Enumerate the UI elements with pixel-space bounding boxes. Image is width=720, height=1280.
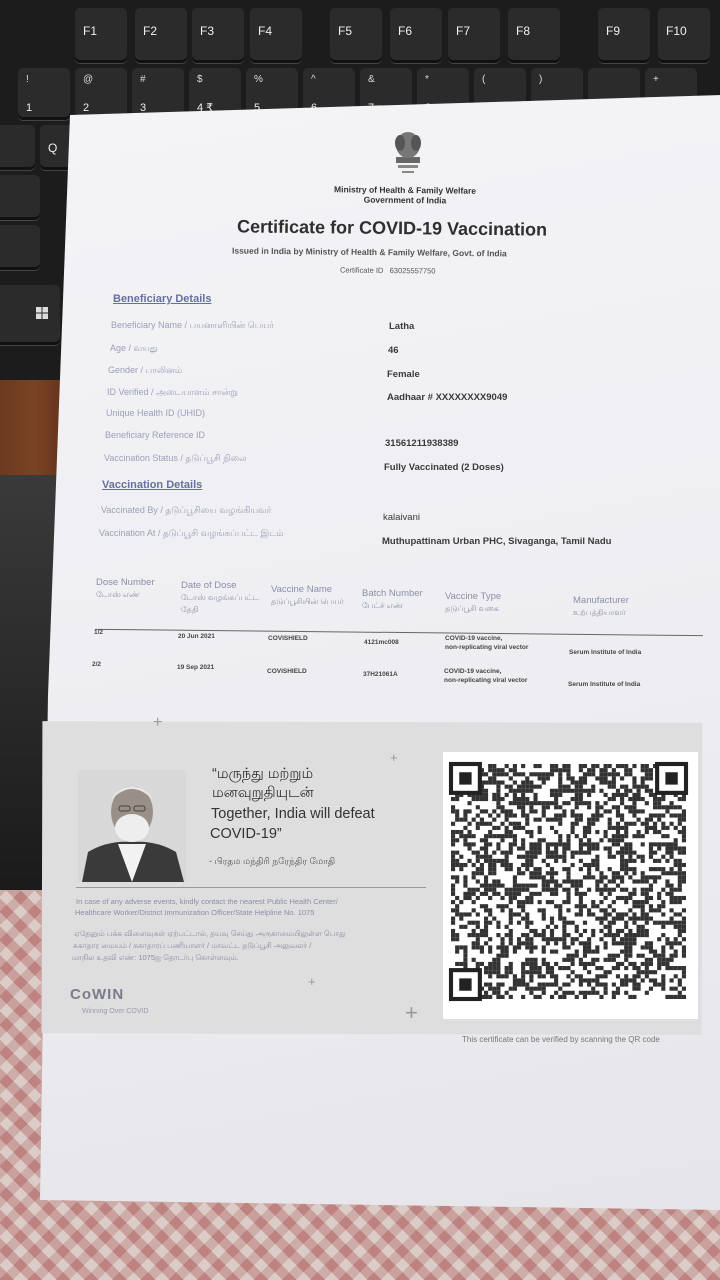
plus-mark: + [308,974,316,989]
certificate-id-label: Certificate ID [339,265,384,275]
header-dose-number: Dose Number டோஸ் எண் [96,577,155,599]
divider [76,887,426,888]
label-beneficiary-name: Beneficiary Name / பயனாளியின் பெயர் [111,320,274,330]
key-label: F3 [200,24,215,38]
key-symbol: ^ [311,74,316,85]
national-emblem-icon [390,127,426,177]
cell-vaccine-type: COVID-19 vaccine, non-replicating viral vector [445,635,529,651]
cell-vaccine-name: COVISHIELD [267,668,307,675]
quote-attribution: - பிரதம மந்திரி நரேந்திர மோதி [209,856,336,866]
key-symbol: ! [26,74,29,85]
label-gender: Gender / பாலினம் [108,365,183,375]
label-uhid: Unique Health ID (UHID) [106,408,206,418]
plus-mark: + [153,714,163,731]
key-label: F8 [516,24,531,38]
key-f6[interactable] [390,8,442,63]
value-beneficiary-name: Latha [389,321,415,332]
key-digit: 5 [254,102,261,114]
key-f1[interactable] [75,8,127,63]
label-vaccination-at: Vaccination At / தடுப்பூசி வழங்கப்பட்ட இடம் [99,528,284,538]
key-label: F5 [338,24,353,38]
label-age: Age / வயது [110,343,158,353]
key-digit: 4 ₹ [197,102,214,114]
key-f3[interactable] [192,8,244,63]
beneficiary-heading: Beneficiary Details [113,293,212,305]
value-vaccination-status: Fully Vaccinated (2 Doses) [384,462,504,473]
label-id-verified: ID Verified / அடையாளம் சான்று [107,387,238,397]
cell-manufacturer: Serum Institute of India [569,649,642,656]
key-label: F1 [83,24,98,38]
header-batch: Batch Number பேட்ச் எண் [362,588,423,610]
quote-english-line2: COVID-19” [210,826,282,842]
cell-vaccine-type: COVID-19 vaccine, non-replicating viral vector [444,668,528,684]
advice-tamil-line2: சுகாதார மையம் / சுகாதாரப் பணியாளர் / மாவட்ட தடுப்பூசி அலுவலர் / [73,941,312,950]
certificate-id [340,266,436,276]
value-vaccination-at: Muthupattinam Urban PHC, Sivaganga, Tamil Nadu [382,536,612,547]
cell-dose: 1/2 [94,629,104,636]
key-label: F9 [606,24,621,38]
key-symbol: + [653,74,659,85]
key-tab[interactable] [0,125,35,170]
certificate-id-value: 63025557750 [389,266,436,276]
qr-code-icon [443,752,698,1019]
key-label: F10 [666,24,687,38]
cowin-tagline: Winning Over COVID [82,1008,149,1015]
key-f7[interactable] [448,8,500,63]
advice-english-line1: In case of any adverse events, kindly contact the nearest Public Health Center/ [76,897,338,906]
cell-batch: 37H21061A [363,671,398,678]
plus-mark: + [405,1000,418,1025]
key-symbol: $ [197,74,203,85]
quote-tamil-line2: மனவுறுதியுடன் [212,785,314,801]
key-2[interactable] [75,68,127,120]
cell-dose: 2/2 [92,661,102,668]
cell-manufacturer: Serum Institute of India [568,681,641,688]
key-symbol: & [368,74,375,85]
key-symbol: ( [482,74,486,85]
advice-english-line2: Healthcare Worker/District Immunization Officer/State Helpline No. 1075 [75,908,315,917]
key-f4[interactable] [250,8,302,63]
key-label: F7 [456,24,471,38]
ministry-heading [300,184,510,206]
value-age: 46 [388,345,399,356]
government-name: Government of India [363,194,447,206]
label-vaccination-status: Vaccination Status / தடுப்பூசி நிலை [104,453,247,463]
value-gender: Female [387,369,420,380]
vaccination-heading: Vaccination Details [102,479,203,491]
key-f8[interactable] [508,8,560,63]
prime-minister-portrait [78,770,186,882]
cell-date: 19 Sep 2021 [177,664,215,671]
cell-batch: 4121mc008 [364,639,399,646]
quote-tamil-line1: “மருந்து மற்றும் [212,766,314,782]
key-symbol: # [140,74,146,85]
quote-english-line1: Together, India will defeat [211,806,375,822]
ministry-name: Ministry of Health & Family Welfare [333,184,477,196]
key-windows[interactable] [0,285,60,345]
key-q[interactable]: Q [40,125,75,170]
header-date: Date of Dose டோஸ் வழங்கப்பட்ட தேதி [181,580,259,614]
key-1[interactable] [18,68,70,120]
key-label: F6 [398,24,413,38]
cell-date: 20 Jun 2021 [178,633,215,640]
key-digit: 1 [26,102,33,114]
key-caps[interactable] [0,175,40,220]
advice-tamil-line1: ஏதேனும் பக்க விளைவுகள் ஏற்பட்டால், தயவு செய்து அருகாமையிலுள்ள பொது [74,929,346,938]
key-digit: 3 [140,102,147,114]
header-manufacturer: Manufacturer உற்பத்தியாளர் [573,595,629,617]
key-shift[interactable] [0,225,40,270]
value-vaccinated-by: kalaivani [383,512,420,523]
header-vaccine-name: Vaccine Name தடுப்பூசியின் பெயர் [271,584,344,606]
key-f9[interactable] [598,8,650,63]
key-f2[interactable] [135,8,187,63]
cowin-logo: CoWIN [70,986,125,1003]
qr-code[interactable] [443,752,698,1019]
key-symbol: @ [83,74,94,85]
key-label: F4 [258,24,273,38]
key-f5[interactable] [330,8,382,63]
key-symbol: ) [539,74,543,85]
key-digit: 2 [83,102,90,114]
cell-vaccine-name: COVISHIELD [268,635,308,642]
key-label: F2 [143,24,158,38]
advice-tamil-line3: மாநில உதவி எண்: 1075ஐ தொடர்பு கொள்ளவும். [72,953,239,962]
issued-by-line: Issued in India by Ministry of Health & Family Welfare, Govt. of India [231,245,507,259]
value-reference-id: 31561211938389 [385,438,459,449]
certificate-title: Certificate for COVID-19 Vaccination [236,216,548,240]
key-symbol: * [425,74,429,85]
value-id-verified: Aadhaar # XXXXXXXX9049 [387,392,508,403]
qr-verify-note: This certificate can be verified by scanning the QR code [462,1035,660,1044]
key-f10[interactable] [658,8,710,63]
label-reference-id: Beneficiary Reference ID [105,430,206,440]
plus-mark: + [390,750,398,765]
key-symbol: % [254,74,263,85]
windows-icon [36,307,48,319]
label-vaccinated-by: Vaccinated By / தடுப்பூசியை வழங்கியவர் [101,505,272,515]
header-vaccine-type: Vaccine Type தடுப்பூசி வகை [445,591,502,613]
